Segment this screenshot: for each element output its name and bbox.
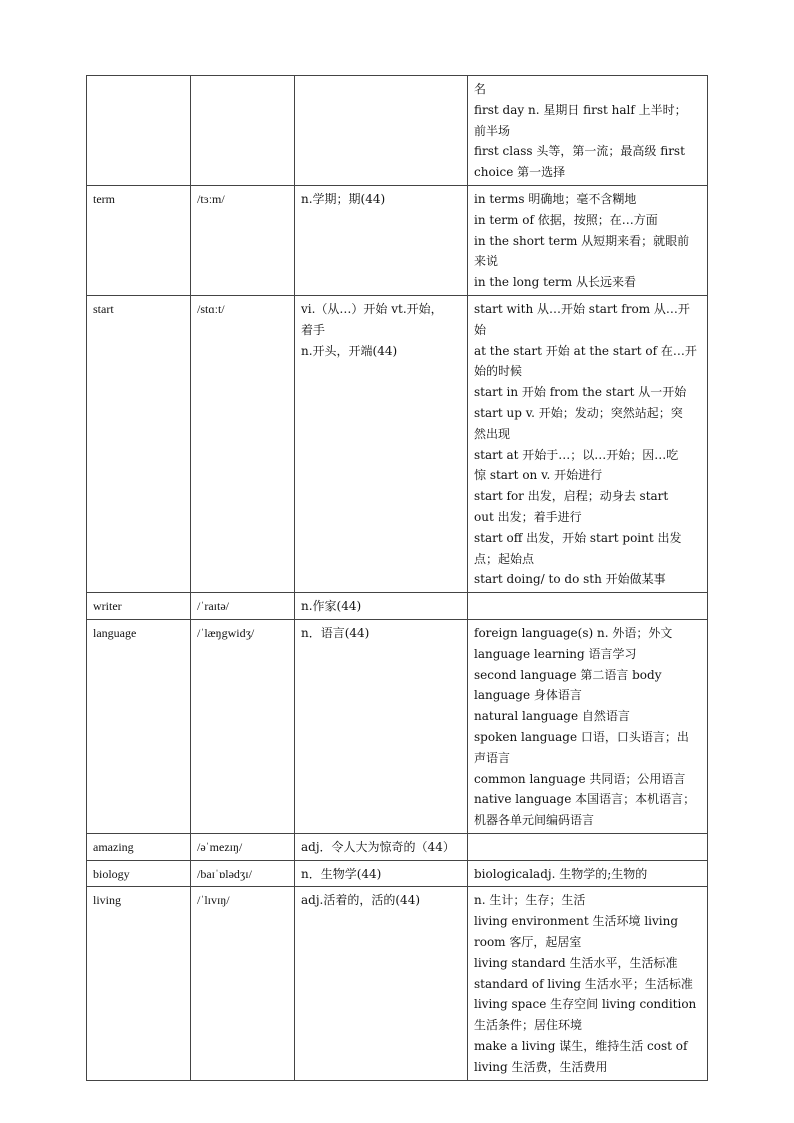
table-row	[87, 887, 708, 1080]
phrase-line: living standard 生活水平，生活标准	[474, 955, 678, 970]
word-cell: amazing	[87, 833, 191, 860]
phrase-line: living environment 生活环境 living	[474, 914, 679, 929]
phrase-line: standard of living 生活水平；生活标准	[474, 976, 693, 991]
phrases-cell	[468, 295, 708, 592]
phrase-line: spoken language 口语，口头语言；出	[474, 729, 689, 744]
meaning-cell	[295, 295, 468, 592]
phrase-line: room 客厅，起居室	[474, 935, 582, 950]
phrase-line: 声语言	[474, 750, 511, 765]
word-cell	[87, 76, 191, 186]
meaning-line: n.作家(44)	[301, 599, 362, 614]
word-cell: biology	[87, 860, 191, 887]
word-cell: term	[87, 185, 191, 295]
phrase-line: at the start 开始 at the start of 在…开	[474, 343, 697, 358]
meaning-line: n．生物学(44)	[301, 866, 382, 881]
vocabulary-table-body	[87, 76, 708, 1081]
meaning-cell	[295, 185, 468, 295]
phrases-cell	[468, 833, 708, 860]
pronunciation-cell: /tɜːm/	[191, 185, 295, 295]
phrase-line: start for 出发，启程；动身去 start	[474, 489, 669, 504]
meaning-cell	[295, 887, 468, 1080]
pronunciation-cell: /stɑːt/	[191, 295, 295, 592]
vocabulary-table	[86, 75, 708, 1081]
pronunciation-cell	[191, 76, 295, 186]
pronunciation-cell: /ˈlɪvɪŋ/	[191, 887, 295, 1080]
phrase-line: 惊 start on v. 开始进行	[474, 468, 603, 483]
meaning-line: n．语言(44)	[301, 625, 370, 640]
phrase-line: living space 生存空间 living condition	[474, 997, 697, 1012]
phrase-line: 始	[474, 322, 487, 337]
phrases-cell	[468, 185, 708, 295]
phrase-line: living 生活费，生活费用	[474, 1059, 608, 1074]
phrase-line: 机器各单元间编码语言	[474, 813, 595, 828]
meaning-cell	[295, 593, 468, 620]
meaning-line: vi.（从…）开始 vt.开始，	[301, 301, 443, 316]
phrase-line: language learning 语言学习	[474, 646, 637, 661]
table-row	[87, 76, 708, 186]
phrase-line: first day n. 星期日 first half 上半时；	[474, 102, 687, 117]
pronunciation-cell: /ˈlæŋgwidʒ/	[191, 619, 295, 833]
meaning-line: 着手	[301, 322, 326, 337]
word-cell: language	[87, 619, 191, 833]
table-row	[87, 833, 708, 860]
word-cell: start	[87, 295, 191, 592]
word-cell: writer	[87, 593, 191, 620]
phrase-line: 然出现	[474, 426, 511, 441]
word-cell: living	[87, 887, 191, 1080]
meaning-line: adj．令人大为惊奇的（44）	[301, 839, 455, 854]
phrase-line: foreign language(s) n. 外语；外文	[474, 625, 673, 640]
phrase-line: language 身体语言	[474, 688, 582, 703]
phrase-line: 生活条件；居住环境	[474, 1018, 583, 1033]
phrase-line: in terms 明确地；毫不含糊地	[474, 191, 637, 206]
meaning-cell	[295, 860, 468, 887]
phrase-line: in the long term 从长远来看	[474, 275, 636, 290]
table-row	[87, 619, 708, 833]
table-row	[87, 593, 708, 620]
meaning-cell	[295, 619, 468, 833]
phrase-line: start at 开始于…；以…开始；因…吃	[474, 447, 679, 462]
phrase-line: out 出发；着手进行	[474, 509, 582, 524]
phrase-line: second language 第二语言 body	[474, 667, 662, 682]
phrase-line: start in 开始 from the start 从一开始	[474, 385, 687, 400]
phrase-line: natural language 自然语言	[474, 709, 630, 724]
meaning-line: n.学期；期(44)	[301, 191, 386, 206]
meaning-line: n.开头，开端(44)	[301, 343, 398, 358]
phrases-cell	[468, 76, 708, 186]
table-row	[87, 295, 708, 592]
table-row	[87, 185, 708, 295]
phrase-line: start with 从…开始 start from 从…开	[474, 301, 690, 316]
pronunciation-cell: /baɪˈɒlədʒɪ/	[191, 860, 295, 887]
phrase-line: 前半场	[474, 123, 511, 138]
phrases-cell	[468, 887, 708, 1080]
phrase-line: first class 头等，第一流；最高级 first	[474, 144, 685, 159]
phrase-line: make a living 谋生，维持生活 cost of	[474, 1039, 688, 1054]
table-row	[87, 860, 708, 887]
phrases-cell	[468, 619, 708, 833]
phrase-line: start up v. 开始；发动；突然站起；突	[474, 405, 683, 420]
phrase-line: in term of 依据，按照；在…方面	[474, 212, 658, 227]
phrase-line: 名	[474, 82, 487, 96]
phrase-line: common language 共同语；公用语言	[474, 771, 686, 786]
phrases-cell	[468, 860, 708, 887]
meaning-cell	[295, 833, 468, 860]
phrases-cell	[468, 593, 708, 620]
phrase-line: start doing/ to do sth 开始做某事	[474, 572, 666, 587]
phrase-line: 点；起始点	[474, 551, 535, 566]
phrase-line: n. 生计；生存；生活	[474, 893, 586, 908]
pronunciation-cell: /əˈmezɪŋ/	[191, 833, 295, 860]
phrase-line: 来说	[474, 254, 499, 269]
meaning-line: adj.活着的，活的(44)	[301, 893, 421, 908]
phrase-line: biologicaladj. 生物学的;生物的	[474, 866, 648, 881]
phrase-line: in the short term 从短期来看；就眼前	[474, 233, 690, 248]
phrase-line: start off 出发，开始 start point 出发	[474, 530, 682, 545]
phrase-line: choice 第一选择	[474, 165, 566, 180]
phrase-line: 始的时候	[474, 364, 523, 379]
phrase-line: native language 本国语言；本机语言；	[474, 792, 696, 807]
pronunciation-cell: /ˈraɪtə/	[191, 593, 295, 620]
meaning-cell	[295, 76, 468, 186]
